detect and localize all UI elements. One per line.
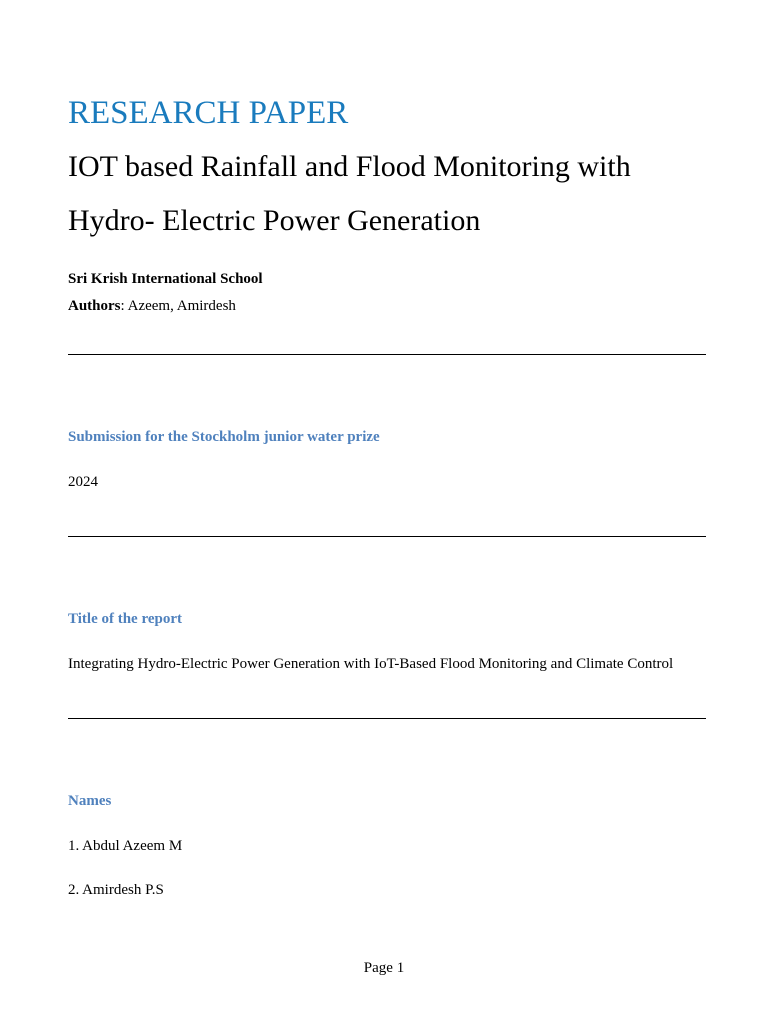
authors-label: Authors (68, 298, 121, 314)
divider (68, 354, 706, 355)
name-list-item: 1. Abdul Azeem M (68, 838, 183, 854)
school-name: Sri Krish International School (68, 271, 263, 287)
divider (68, 718, 706, 719)
submission-heading: Submission for the Stockholm junior water prize (68, 429, 380, 445)
paper-title-line-2: Hydro- Electric Power Generation (68, 204, 481, 237)
names-heading: Names (68, 793, 112, 809)
report-title-text: Integrating Hydro-Electric Power Generation with IoT-Based Flood Monitoring and Climate Control (68, 656, 674, 672)
document-kicker: RESEARCH PAPER (68, 95, 349, 131)
name-list-item: 2. Amirdesh P.S (68, 882, 164, 898)
divider (68, 536, 706, 537)
authors-value: : Azeem, Amirdesh (120, 298, 236, 314)
paper-title-line-1: IOT based Rainfall and Flood Monitoring with (68, 150, 631, 183)
page-number: Page 1 (363, 960, 405, 976)
submission-year: 2024 (68, 474, 98, 490)
report-title-heading: Title of the report (68, 611, 183, 627)
authors-line (68, 296, 236, 316)
